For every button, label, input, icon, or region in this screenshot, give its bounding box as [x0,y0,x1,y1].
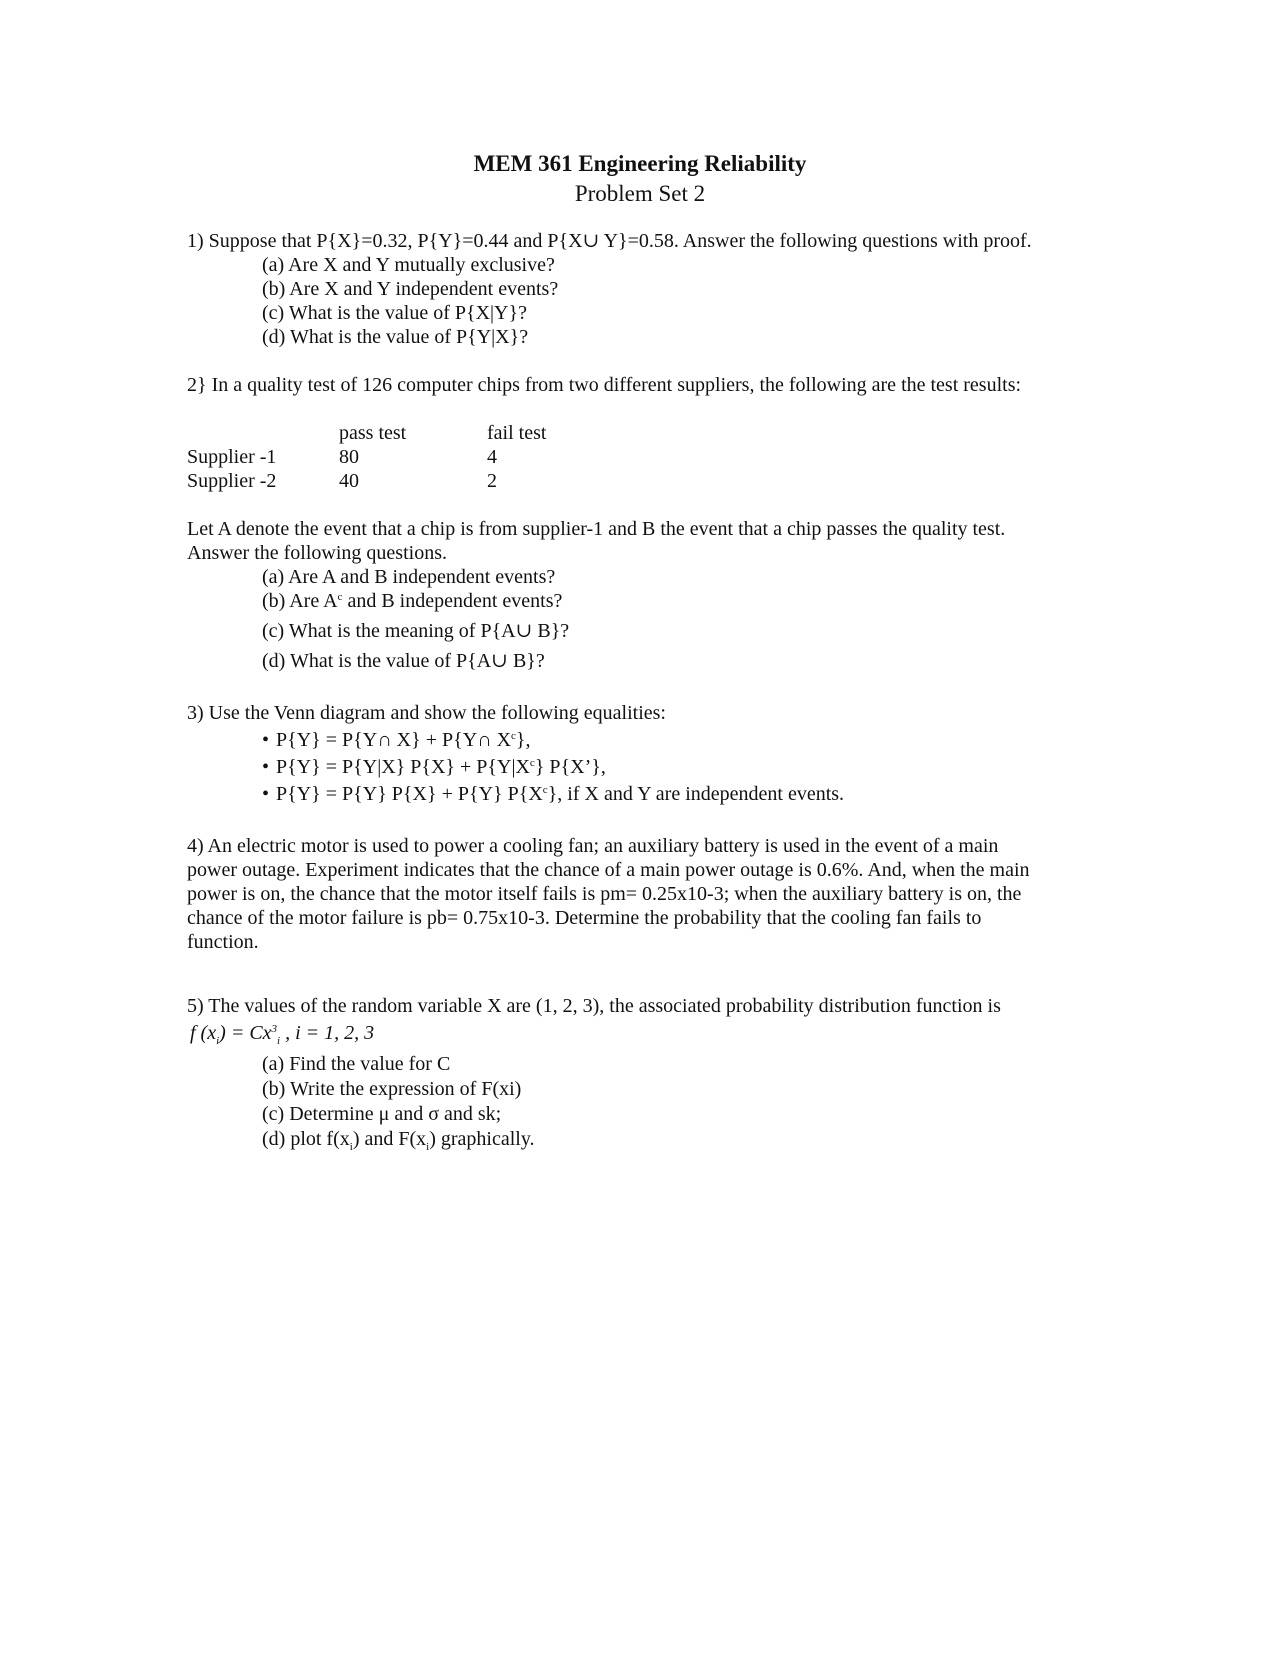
table-cell-pass: 40 [339,470,359,492]
q1-intro: 1) Suppose that P{X}=0.32, P{Y}=0.44 and P{X∪ Y}=0.58. Answer the following questions with proof. [187,230,1032,252]
q2-paragraph-line-2: Answer the following questions. [187,542,447,564]
q2-part-d: (d) What is the value of P{A∪ B}? [262,650,545,672]
table-header-fail: fail test [487,422,547,444]
q5-part-c: (c) Determine μ and σ and sk; [262,1103,502,1125]
q4-line-2: power outage. Experiment indicates that the chance of a main power outage is 0.6%. And, when the main [187,859,1030,881]
bullet-icon: • [262,783,270,805]
q5-part-d: (d) plot $f(x_i)$ and $F(x_i)$ graphically. [262,1128,535,1153]
q1-part-d: (d) What is the value of P{Y|X}? [262,326,529,348]
q5-part-b: (b) Write the expression of F(xi) [262,1078,522,1100]
page-subtitle: Problem Set 2 [574,181,706,206]
bullet-icon: • [262,729,270,751]
q4-line-3: power is on, the chance that the motor itself fails is pm= 0.25x10-3; when the auxiliary battery is on, the [187,883,1022,905]
q1-part-b: (b) Are X and Y independent events? [262,278,559,300]
table-cell-pass: 80 [339,446,359,468]
table-cell-fail: 2 [487,470,497,492]
table-header-pass: pass test [339,422,407,444]
q2-paragraph-line-1: Let A denote the event that a chip is from supplier-1 and B the event that a chip passes the quality test. [187,518,1006,540]
q3-equation-2: • P{Y} = P{Y|X} $P\{X\} + P\{Y|X^c\}$ P{X’}, [262,756,606,778]
q4-line-5: function. [187,931,259,953]
bullet-icon: • [262,756,270,778]
q2-intro: 2} In a quality test of 126 computer chips from two different suppliers, the following are the test results: [187,374,1022,396]
table-row-label: Supplier -1 [187,446,277,468]
q2-part-c: (c) What is the meaning of P{A∪ B}? [262,620,570,642]
q5-formula: f $(x_i) = Cx^3_i$ , i = 1, 2, 3 [190,1022,375,1047]
q1-part-c: (c) What is the value of P{X|Y}? [262,302,527,324]
table-cell-fail: 4 [487,446,497,468]
q3-equation-3: • P{Y} = P{Y} P{X} + P{Y} $P\{X^c\}$, if X and Y are independent events. [262,783,845,805]
q1-part-a: (a) Are X and Y mutually exclusive? [262,254,555,276]
q4-line-4: chance of the motor failure is pb= 0.75x10-3. Determine the probability that the cooling fan fails to [187,907,982,929]
q5-part-a: (a) Find the value for C [262,1053,451,1075]
q3-equation-1: • P{Y} = P{Y∩ X} + P{Y∩ $X^c$}, [262,729,531,751]
page-title: MEM 361 Engineering Reliability [473,151,807,176]
q4-line-1: 4) An electric motor is used to power a cooling fan; an auxiliary battery is used in the event of a main [187,835,999,857]
q2-part-a: (a) Are A and B independent events? [262,566,556,588]
q2-part-b: (b) Are $A^c$ and B independent events? [262,590,563,612]
q5-intro: 5) The values of the random variable X are (1, 2, 3), the associated probability distribution function is [187,995,1001,1017]
q3-intro: 3) Use the Venn diagram and show the following equalities: [187,702,666,724]
table-row-label: Supplier -2 [187,470,277,492]
